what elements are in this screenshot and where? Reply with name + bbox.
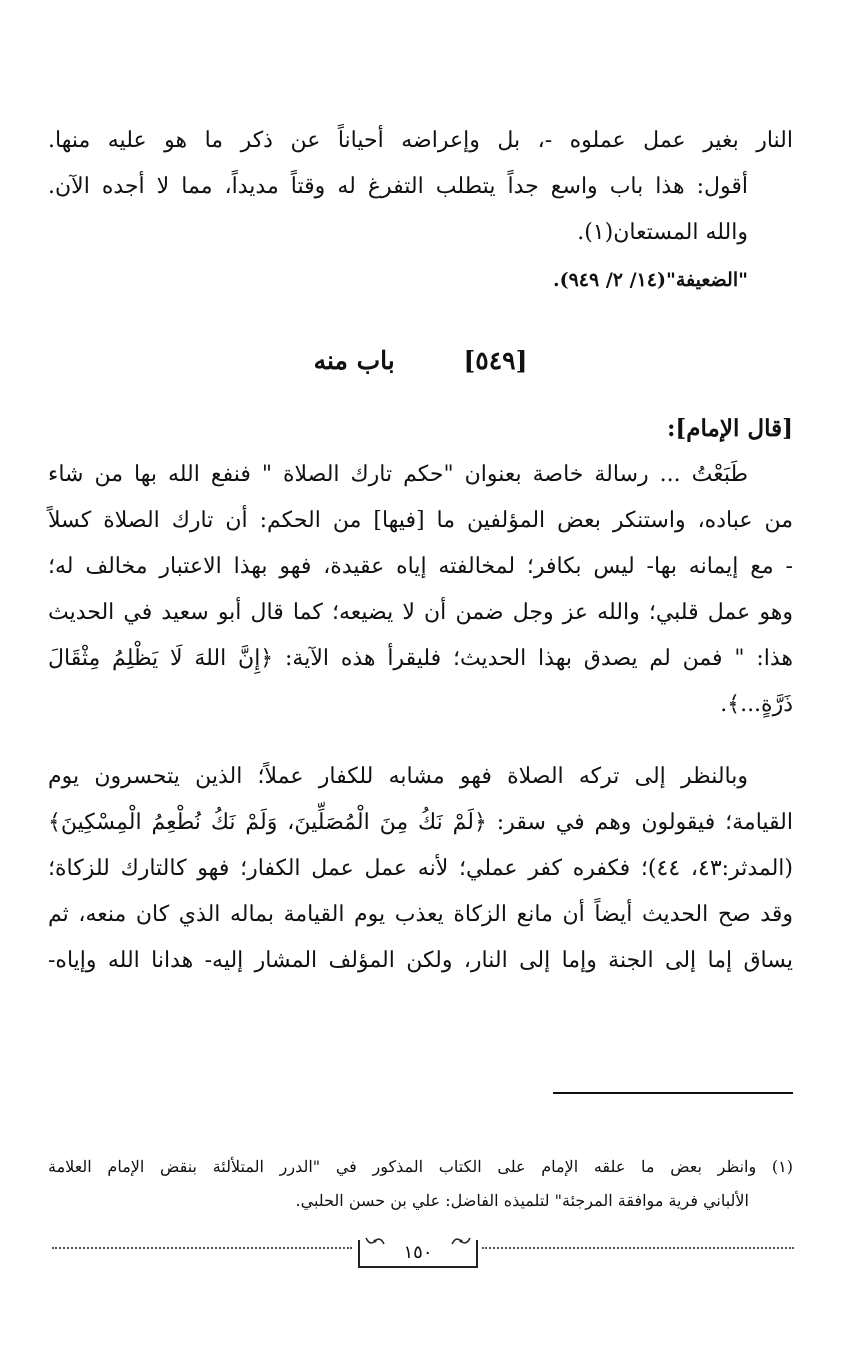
text-line: هذا: " فمن لم يصدق بهذا الحديث؛ فليقرأ هذه الآية: ﴿إِنَّ اللهَ لَا يَظْلِمُ مِثْقَالَ xyxy=(48,646,793,671)
text-line: ذَرَّةٍ...﴾. xyxy=(720,692,793,717)
text-line: من عباده، واستنكر بعض المؤلفين ما [فيها] من الحكم: أن تارك الصلاة كسلاً xyxy=(48,508,793,533)
text-line: (المدثر:٤٣، ٤٤)؛ فكفره كفر عملي؛ لأنه عمل عمل الكفار؛ فهو كالتارك للزكاة؛ xyxy=(48,856,793,881)
text-line: أقول: هذا باب واسع جداً يتطلب التفرغ له وقتاً مديداً، مما لا أجده الآن. xyxy=(48,174,748,199)
ornament-icon xyxy=(450,1234,472,1248)
page-number-frame xyxy=(358,1240,478,1268)
text-line: وقد صح الحديث أيضاً أن مانع الزكاة يعذب يوم القيامة بماله الذي كان منعه، ثم xyxy=(48,902,793,927)
dotted-rule-right xyxy=(482,1247,794,1249)
footnote-line: (١) وانظر بعض ما علقه الإمام على الكتاب المذكور في "الدرر المتلألئة بنقض الإمام العلامة xyxy=(48,1157,793,1176)
section-heading xyxy=(48,336,793,386)
heading-title: باب منه xyxy=(313,346,395,375)
text-line: طَبَعْتُ ... رسالة خاصة بعنوان "حكم تارك الصلاة " فنفع الله بها من شاء xyxy=(48,462,748,487)
text-line: يساق إما إلى الجنة وإما إلى النار، ولكن المؤلف المشار إليه- هدانا الله وإياه- xyxy=(48,948,793,973)
footnote-line: الألباني فرية موافقة المرجئة" لتلميذه الفاضل: علي بن حسن الحلبي. xyxy=(295,1191,749,1210)
section-label: [قال الإمام]: xyxy=(666,415,793,442)
page-footer xyxy=(52,1240,794,1270)
dotted-rule-left xyxy=(52,1247,352,1249)
main-text xyxy=(48,118,793,984)
text-line: النار بغير عمل عملوه -، بل وإعراضه أحياناً عن ذكر ما هو عليه منها. xyxy=(48,128,793,153)
ornament-icon xyxy=(364,1234,386,1248)
heading-number: [٥٤٩] xyxy=(463,346,528,375)
source-reference: "الضعيفة"(١٤/ ٢/ ٩٤٩). xyxy=(552,269,748,291)
page-number: ١٥٠ xyxy=(403,1242,433,1263)
text-line: وبالنظر إلى تركه الصلاة فهو مشابه للكفار عملاً؛ الذين يتحسرون يوم xyxy=(48,764,748,789)
text-line: والله المستعان(١). xyxy=(577,220,748,245)
footnote-divider xyxy=(553,1092,793,1094)
text-line: وهو عمل قلبي؛ والله عز وجل ضمن أن لا يضيعه؛ كما قال أبو سعيد في الحديث xyxy=(48,600,793,625)
text-line: القيامة؛ فيقولون وهم في سقر: ﴿لَمْ نَكُ مِنَ الْمُصَلِّينَ، وَلَمْ نَكُ نُطْعِمُ الْمِسْكِينَ﴾ xyxy=(48,810,793,835)
text-line: - مع إيمانه بها- ليس بكافر؛ لمخالفته إياه عقيدة، فهو بهذا الاعتبار مخالف له؛ xyxy=(48,554,793,579)
footnotes xyxy=(48,1150,793,1218)
